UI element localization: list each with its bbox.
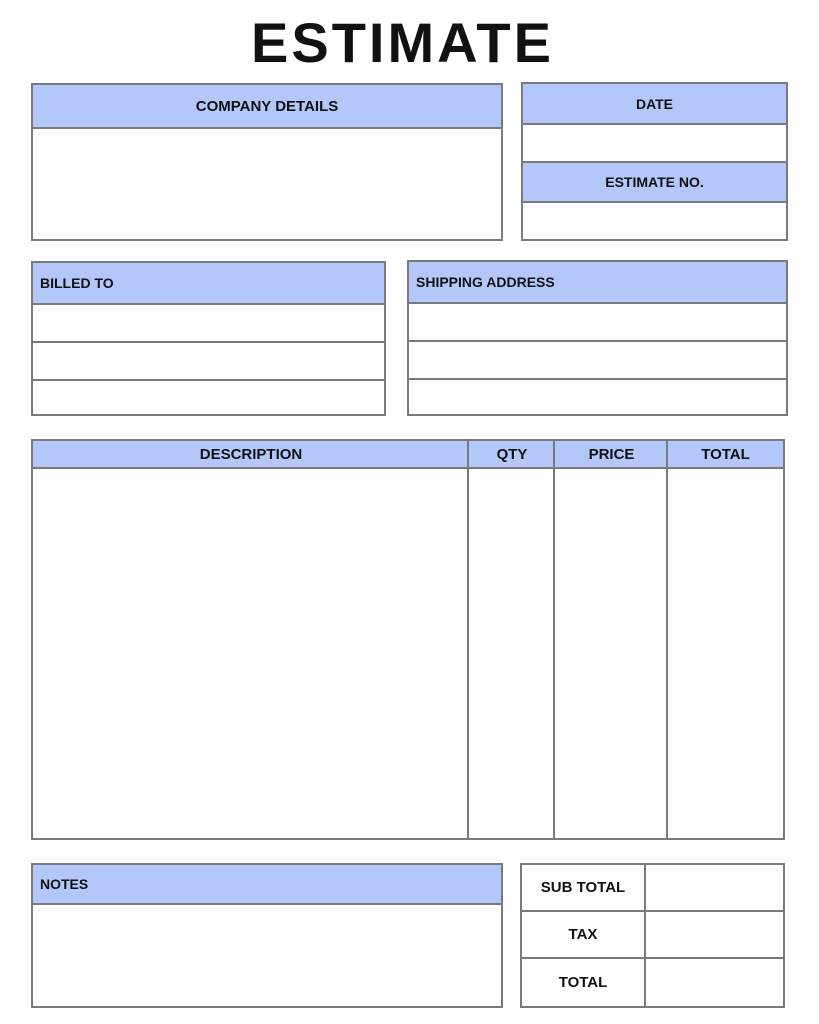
totals-box xyxy=(520,863,785,1008)
estimate-no-header: ESTIMATE NO. xyxy=(523,163,786,203)
billed-to-header: BILLED TO xyxy=(33,263,384,305)
description-column xyxy=(33,441,469,838)
subtotal-value[interactable] xyxy=(646,865,783,910)
document-title: ESTIMATE xyxy=(251,11,554,74)
grand-total-row xyxy=(522,959,783,1006)
price-cell[interactable] xyxy=(555,469,668,834)
date-field[interactable] xyxy=(523,125,786,163)
qty-header: QTY xyxy=(469,441,555,469)
company-details-box xyxy=(31,83,503,241)
total-header: TOTAL xyxy=(668,441,783,469)
price-column xyxy=(553,441,668,838)
shipping-address-header: SHIPPING ADDRESS xyxy=(409,262,786,304)
shipping-address-line[interactable] xyxy=(409,342,786,380)
notes-header: NOTES xyxy=(33,865,501,905)
subtotal-row xyxy=(522,865,783,912)
grand-total-value[interactable] xyxy=(646,959,783,1006)
company-details-header: COMPANY DETAILS xyxy=(33,85,501,129)
billed-to-line[interactable] xyxy=(33,381,384,414)
total-cell[interactable] xyxy=(668,469,783,834)
billed-to-line[interactable] xyxy=(33,343,384,381)
shipping-address-box xyxy=(407,260,788,416)
shipping-address-line[interactable] xyxy=(409,304,786,342)
description-header: DESCRIPTION xyxy=(33,441,469,469)
tax-label: TAX xyxy=(522,912,646,957)
grand-total-label: TOTAL xyxy=(522,959,646,1006)
date-estimate-box xyxy=(521,82,788,241)
price-header: PRICE xyxy=(555,441,668,469)
items-table xyxy=(31,439,785,840)
qty-cell[interactable] xyxy=(469,469,555,834)
notes-box xyxy=(31,863,503,1008)
qty-column xyxy=(467,441,555,838)
tax-value[interactable] xyxy=(646,912,783,957)
billed-to-box xyxy=(31,261,386,416)
description-cell[interactable] xyxy=(33,469,469,834)
billed-to-line[interactable] xyxy=(33,305,384,343)
subtotal-label: SUB TOTAL xyxy=(522,865,646,910)
company-details-field[interactable] xyxy=(33,129,501,239)
date-header: DATE xyxy=(523,84,786,125)
notes-field[interactable] xyxy=(33,905,501,1006)
tax-row xyxy=(522,912,783,959)
total-column xyxy=(666,441,783,838)
estimate-no-field[interactable] xyxy=(523,203,786,239)
shipping-address-line[interactable] xyxy=(409,380,786,414)
